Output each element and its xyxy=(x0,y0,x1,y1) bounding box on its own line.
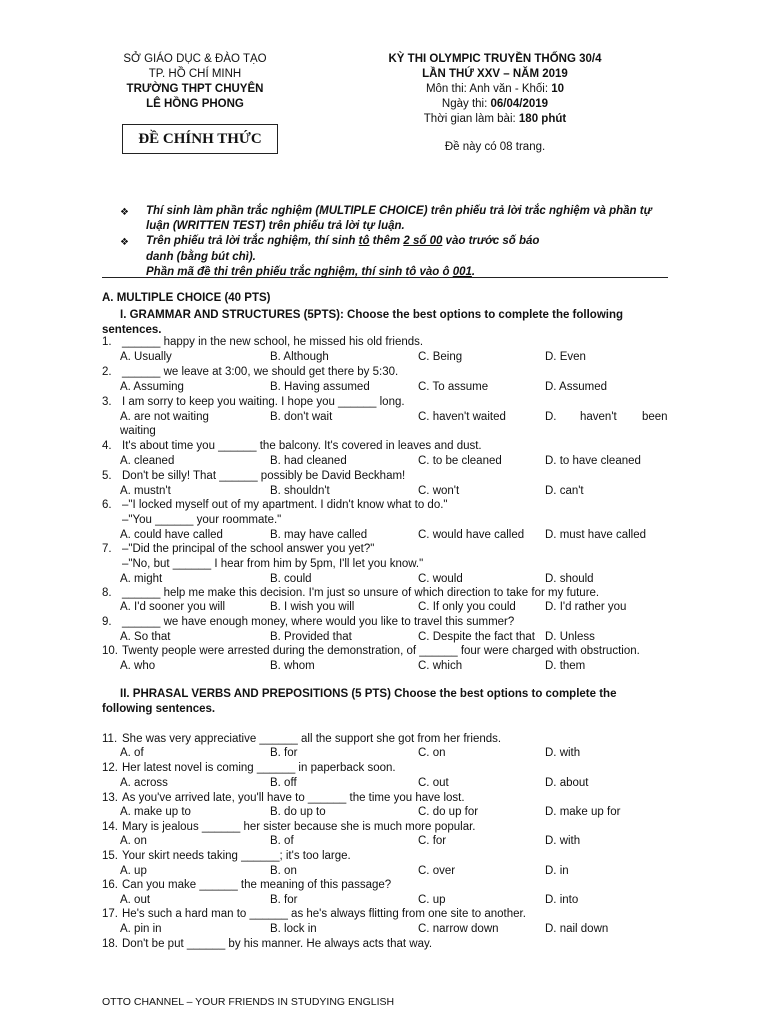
answer-options: A. mustn't B. shouldn't C. won't D. can't xyxy=(120,485,584,497)
answer-options: A. could have called B. may have called C. would have called D. must have called xyxy=(120,529,646,541)
answer-options: A. might B. could C. would D. should xyxy=(120,573,594,585)
city-name: TP. HỒ CHÍ MINH xyxy=(148,68,242,80)
answer-options: A. Usually B. Although C. Being D. Even xyxy=(120,351,586,363)
answer-options: A. So that B. Provided that C. Despite the fact that D. Unless xyxy=(120,631,595,643)
divider xyxy=(102,277,668,278)
school-header xyxy=(120,52,270,112)
instruction-2-cont: danh (bằng bút chì). xyxy=(146,251,256,263)
exam-title: KỲ THI OLYMPIC TRUYỀN THỐNG 30/4 xyxy=(388,53,602,65)
answer-options: A. Assuming B. Having assumed C. To assume D. Assumed xyxy=(120,381,607,393)
exam-header xyxy=(370,52,620,127)
instruction-3: Phần mã đề thi trên phiếu trắc nghiệm, thí sinh tô vào ô 001. xyxy=(146,266,476,278)
answer-options: A. up B. on C. over D. in xyxy=(120,865,569,877)
page-count-note: Đề này có 08 trang. xyxy=(444,141,546,153)
exam-duration: Thời gian làm bài: 180 phút xyxy=(423,113,567,125)
answer-options: A. pin in B. lock in C. narrow down D. nail down xyxy=(120,923,609,935)
answer-options: A. who B. whom C. which D. them xyxy=(120,660,586,672)
official-exam-box: ĐỀ CHÍNH THỨC xyxy=(122,124,278,154)
department-name: SỞ GIÁO DỤC & ĐÀO TẠO xyxy=(123,53,267,65)
exam-edition: LẦN THỨ XXV – NĂM 2019 xyxy=(422,68,568,80)
answer-options: A. of B. for C. on D. with xyxy=(120,747,581,759)
answer-options: A. cleaned B. had cleaned C. to be cleaned D. to have cleaned xyxy=(120,455,641,467)
answer-options: A. make up to B. do up to C. do up for D. make up for xyxy=(120,806,621,818)
answer-options-cont: waiting xyxy=(120,425,156,437)
exam-subject: Môn thi: Anh văn - Khối: 10 xyxy=(425,83,565,95)
section-2-heading: II. PHRASAL VERBS AND PREPOSITIONS (5 PTS) Choose the best options to complete the following sentences. xyxy=(102,688,617,715)
answer-options: A. I'd sooner you will B. I wish you will C. If only you could D. I'd rather you xyxy=(120,601,627,613)
section-1-heading: I. GRAMMAR AND STRUCTURES (5PTS): Choose the best options to complete the following sentences. xyxy=(102,309,624,336)
instruction-2: ❖ Trên phiếu trả lời trắc nghiệm, thí sinh tô thêm 2 số 00 vào trước số báo xyxy=(120,235,540,248)
answer-options: A. are not waiting B. don't wait C. haven't waited D. haven't been xyxy=(120,411,668,423)
school-name-line2: LÊ HỒNG PHONG xyxy=(146,98,244,110)
diamond-bullet-icon: ❖ xyxy=(120,207,129,218)
section-a-heading: A. MULTIPLE CHOICE (40 PTS) xyxy=(102,292,271,304)
instruction-1: ❖ Thí sinh làm phần trắc nghiệm (MULTIPLE CHOICE) trên phiếu trả lời trắc nghiệm và phần tự luận (WRITTEN TEST) trên phiếu trả lời tự luận. xyxy=(120,205,652,232)
answer-options: A. across B. off C. out D. about xyxy=(120,777,589,789)
page-footer: OTTO CHANNEL – YOUR FRIENDS IN STUDYING ENGLISH xyxy=(102,996,395,1008)
answer-options: A. on B. of C. for D. with xyxy=(120,835,581,847)
instructions xyxy=(120,204,665,280)
school-name-line1: TRƯỜNG THPT CHUYÊN xyxy=(126,83,264,95)
diamond-bullet-icon: ❖ xyxy=(120,237,129,248)
exam-date: Ngày thi: 06/04/2019 xyxy=(441,98,549,110)
answer-options: A. out B. for C. up D. into xyxy=(120,894,579,906)
